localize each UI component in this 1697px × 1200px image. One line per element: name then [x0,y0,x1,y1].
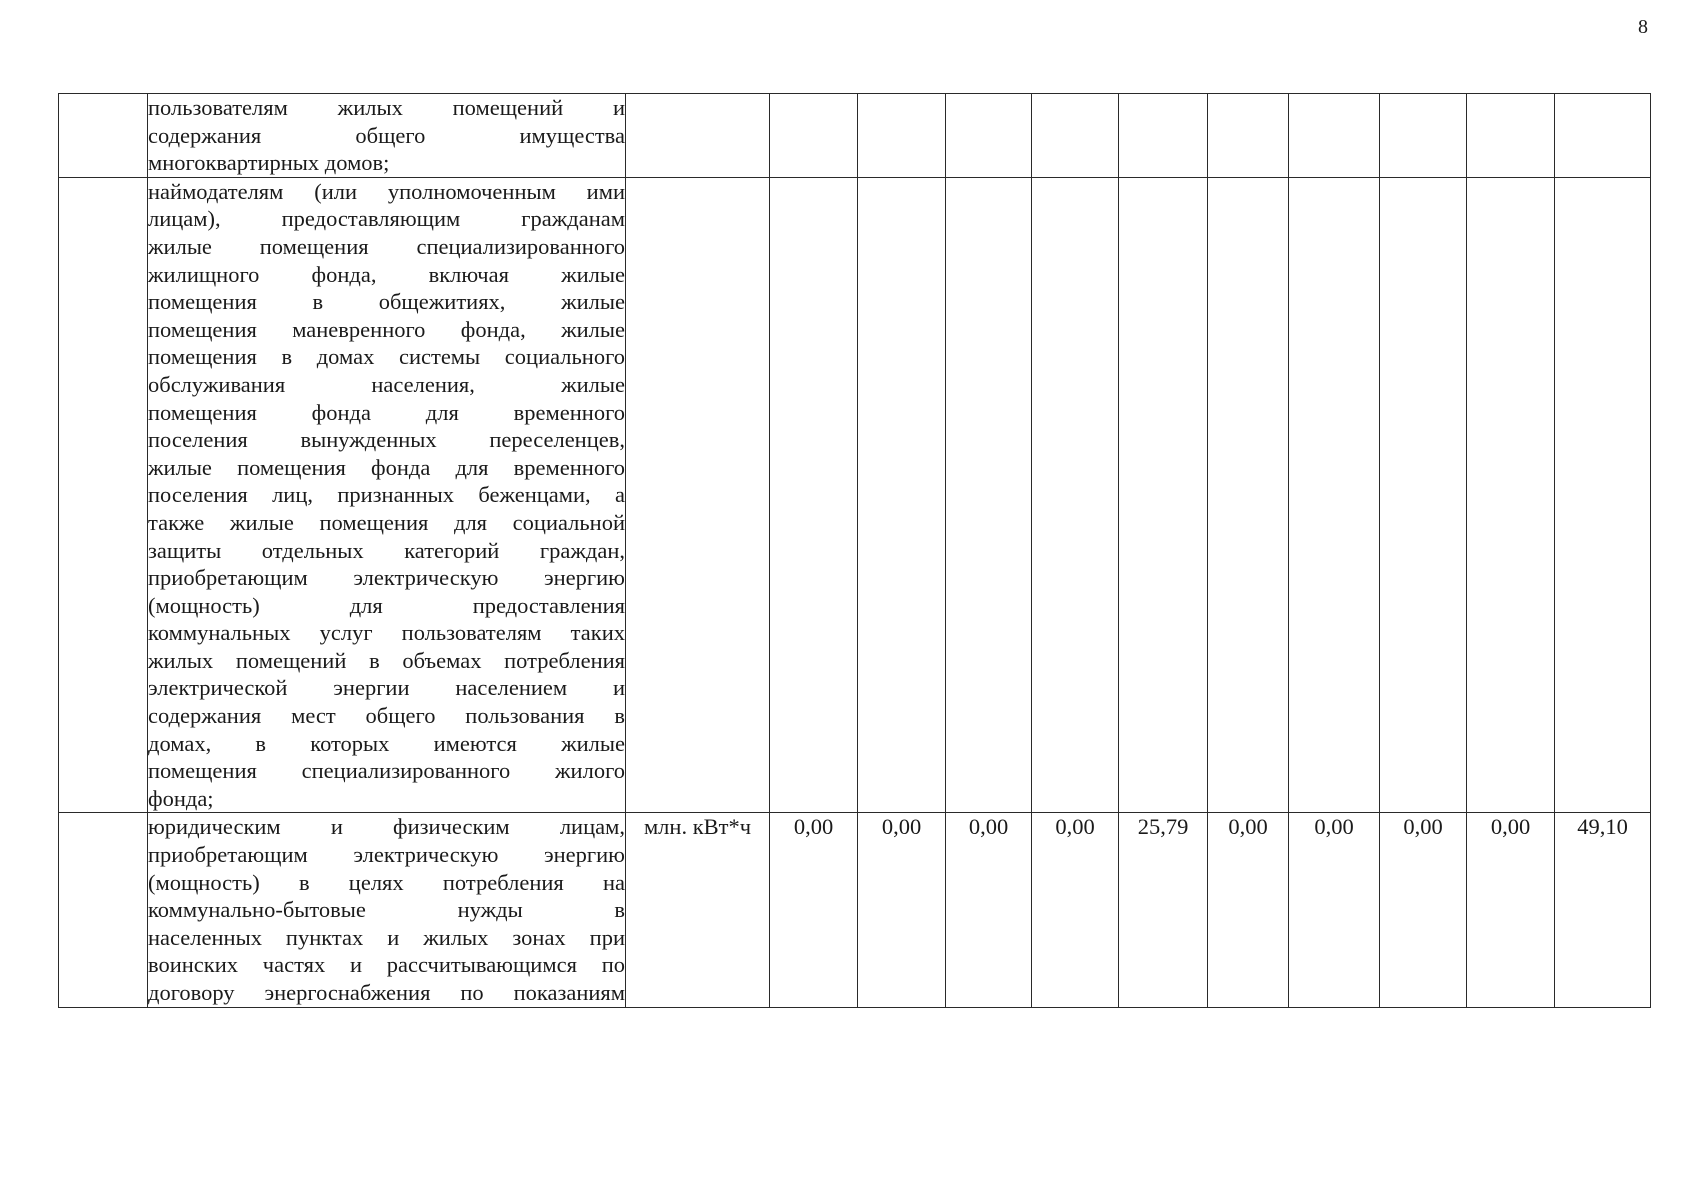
description-line: коммунальных услуг пользователям таких [148,620,625,646]
row-number-cell [59,94,148,178]
value-cell [1208,94,1289,178]
value-cell: 0,00 [1467,813,1555,1007]
description-line: пользователям жилых помещений и [148,95,625,120]
unit-cell [626,94,770,178]
unit-cell [626,177,770,813]
value-cell: 0,00 [858,813,946,1007]
description-line: также жилые помещения для социальной [148,509,625,535]
value-cell [1555,94,1651,178]
value-cell: 0,00 [946,813,1032,1007]
value-cell: 49,10 [1555,813,1651,1007]
description-line: юридическим и физическим лицам, [148,814,625,840]
value-cell [1380,177,1467,813]
value-cell [1467,94,1555,178]
value-cell: 0,00 [1032,813,1119,1007]
value-cell [858,94,946,178]
unit-cell: млн. кВт*ч [626,813,770,1007]
description-line: домах, в которых имеются жилые [148,730,625,756]
row-number-cell [59,813,148,1007]
description-cell [148,177,626,813]
description-line: (мощность) для предоставления [148,592,625,618]
value-cell [1289,177,1380,813]
table-row [59,94,1651,178]
description-line: коммунально-бытовые нужды в [148,897,625,923]
description-line: воинских частях и рассчитывающимся по [148,952,625,978]
value-cell [1380,94,1467,178]
description-line: (мощность) в целях потребления на [148,869,625,895]
description-line: помещения специализированного жилого [148,758,625,784]
value-cell [858,177,946,813]
value-cell [1467,177,1555,813]
description-line: содержания общего имущества [148,122,625,148]
value-cell [946,177,1032,813]
description-line: жилищного фонда, включая жилые [148,261,625,287]
row-number-cell [59,177,148,813]
value-cell [770,94,858,178]
value-cell [1032,94,1119,178]
description-line: помещения фонда для временного [148,399,625,425]
value-cell [1208,177,1289,813]
value-cell: 25,79 [1119,813,1208,1007]
description-line: помещения в домах системы социального [148,344,625,370]
value-cell [1555,177,1651,813]
table-row [59,813,1651,1007]
description-line: фонда; [148,785,214,811]
description-line: лицам), предоставляющим гражданам [148,206,625,232]
value-cell [1289,94,1380,178]
description-line: наймодателям (или уполномоченным ими [148,178,625,204]
description-line: помещения маневренного фонда, жилые [148,316,625,342]
value-cell: 0,00 [1289,813,1380,1007]
description-line: жилых помещений в объемах потребления [148,647,625,673]
table-row [59,177,1651,813]
description-cell [148,813,626,1007]
description-line: электрической энергии населением и [148,675,625,701]
description-line: приобретающим электрическую энергию [148,842,625,868]
value-cell: 0,00 [770,813,858,1007]
description-line: жилые помещения специализированного [148,233,625,259]
description-line: приобретающим электрическую энергию [148,565,625,591]
description-cell [148,94,626,178]
description-line: помещения в общежитиях, жилые [148,289,625,315]
description-line: поселения лиц, признанных беженцами, а [148,482,625,508]
description-line: жилые помещения фонда для временного [148,454,625,480]
description-line: обслуживания населения, жилые [148,371,625,397]
value-cell [770,177,858,813]
description-line: договору энергоснабжения по показаниям [148,980,625,1005]
page-number: 8 [1638,16,1648,38]
value-cell [1032,177,1119,813]
value-cell: 0,00 [1208,813,1289,1007]
value-cell: 0,00 [1380,813,1467,1007]
description-line: многоквартирных домов; [148,150,390,176]
description-line: содержания мест общего пользования в [148,703,625,729]
data-table [58,93,1651,1008]
value-cell [946,94,1032,178]
description-line: защиты отдельных категорий граждан, [148,537,625,563]
description-line: поселения вынужденных переселенцев, [148,427,625,453]
value-cell [1119,177,1208,813]
description-line: населенных пунктах и жилых зонах при [148,924,625,950]
value-cell [1119,94,1208,178]
